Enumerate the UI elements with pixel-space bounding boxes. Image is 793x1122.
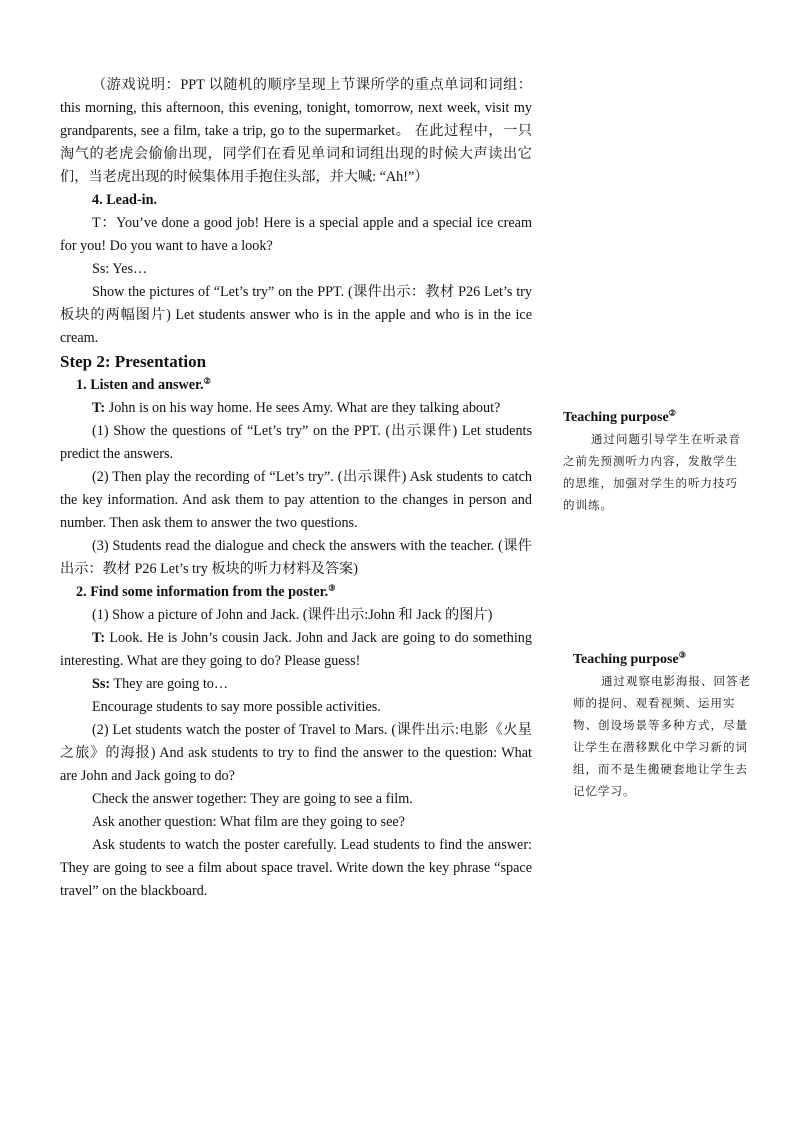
listen-step-3: (3) Students read the dialogue and check the answers with the teacher. (课件出示：教材 P26 Let’s try 板块的听力材料及答案) <box>60 538 532 577</box>
main-column <box>60 74 532 903</box>
listen-step-1: (1) Show the questions of “Let’s try” on the PPT. (出示课件) Let students predict the answers. <box>60 423 532 462</box>
leadin-heading: 4. Lead-in. <box>92 192 158 208</box>
find-step-1: (1) Show a picture of John and Jack. (课件出示:John 和 Jack 的图片) <box>92 607 493 623</box>
teaching-purpose-text-1: 通过问题引导学生在听录音之前先预测听力内容，发散学生的思维，加强对学生的听力技巧的训练。 <box>563 432 741 512</box>
teaching-purpose-title-1 <box>563 408 743 428</box>
listen-heading <box>60 374 532 397</box>
leadin-show-line: Show the pictures of “Let’s try” on the PPT. (课件出示：教材 P26 Let’s try 板块的两幅图片) Let students answer who is in the apple and who is in the ice cream. <box>60 284 532 346</box>
teaching-purpose-title-text-2: Teaching purpose <box>573 652 679 667</box>
listen-step-2: (2) Then play the recording of “Let’s try”. (出示课件) Ask students to catch the key information. And ask them to pay attention to the changes in person and number. Then ask them to answer the two questions. <box>60 469 532 531</box>
find-footnote-mark: ③ <box>328 583 336 593</box>
find-heading <box>60 581 532 604</box>
find-teacher-line <box>60 627 532 673</box>
teaching-purpose-mark-2: ③ <box>678 650 686 660</box>
leadin-teacher-line: T：You’ve done a good job! Here is a special apple and a special ice cream for you! Do you want to have a look? <box>60 215 532 254</box>
teaching-purpose-title-2 <box>573 650 753 670</box>
find-t-text: Look. He is John’s cousin Jack. John and Jack are going to do something interesting. What are they going to do? Please guess! <box>60 630 532 669</box>
listen-teacher-line <box>60 397 532 420</box>
game-note: （游戏说明：PPT 以随机的顺序呈现上节课所学的重点单词和词组：this morning, this afternoon, this evening, tonight, tomorrow, next week, visit my grandparents, see a film, take a trip, go to the supermarket。 在此过程中，一只淘气的老虎会偷偷出现，同学们在看见单词和词组出现的时候大声读出它们，当老虎出现的时候集体用手抱住头部，并大喊: “Ah!”） <box>60 77 532 185</box>
teaching-purpose-note-2 <box>573 650 753 802</box>
find-t-label: T: <box>92 630 106 646</box>
find-check-line: Check the answer together: They are going to see a film. <box>92 791 413 807</box>
find-students-line <box>60 673 532 696</box>
find-ss-label: Ss: <box>92 676 111 692</box>
find-another-line: Ask another question: What film are they going to see? <box>92 814 405 830</box>
listen-t-text: John is on his way home. He sees Amy. What are they talking about? <box>105 400 501 416</box>
find-ask-line: Ask students to watch the poster carefully. Lead students to find the answer: They are going to see a film about space travel. Write down the key phrase “space travel” on the blackboard. <box>60 837 532 899</box>
find-ss-text: They are going to… <box>110 676 229 692</box>
teaching-purpose-text-2: 通过观察电影海报、回答老师的提问、观看视频、运用实物、创设场景等多种方式，尽量让学生在潜移默化中学习新的词组，而不是生搬硬套地让学生去记忆学习。 <box>573 674 751 798</box>
teaching-purpose-mark-1: ② <box>668 408 676 418</box>
listen-t-label: T: <box>92 400 106 416</box>
step2-heading: Step 2: Presentation <box>60 352 207 371</box>
listen-footnote-mark: ② <box>203 376 211 386</box>
find-encourage-line: Encourage students to say more possible activities. <box>92 699 381 715</box>
teaching-purpose-note-1 <box>563 408 743 516</box>
teaching-purpose-title-text-1: Teaching purpose <box>563 410 669 425</box>
find-heading-text: 2. Find some information from the poster. <box>76 584 329 600</box>
listen-heading-text: 1. Listen and answer. <box>76 377 204 393</box>
leadin-students-line: Ss: Yes… <box>92 261 148 277</box>
find-step-2: (2) Let students watch the poster of Travel to Mars. (课件出示:电影《火星之旅》的海报) And ask students to try to find the answer to the question: What are John and Jack going to do? <box>60 722 532 784</box>
